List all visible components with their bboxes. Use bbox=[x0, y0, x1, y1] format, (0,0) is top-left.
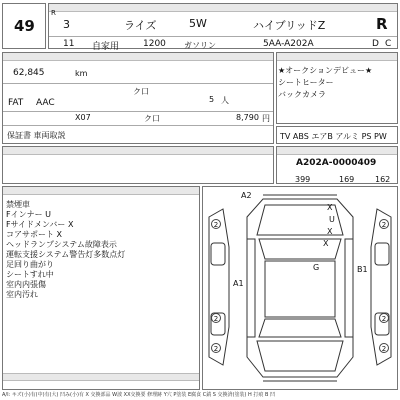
chassis-number: A202A-0000409 bbox=[296, 158, 377, 168]
circle-mark: 2 bbox=[379, 343, 389, 353]
spec-box bbox=[2, 52, 274, 144]
dim-length: 399 bbox=[295, 175, 311, 184]
footer-legend: A/I: キズ(小)有(中)有(大) 凹み(小)有 X 交換部品 W波 XX交換要 修理跡 Y穴 P塗装 E腐食 C錆 S 交換済(塗装) H 打痕 B 凹 bbox=[2, 392, 275, 398]
aircon: AAC bbox=[36, 98, 55, 108]
chassis-box bbox=[276, 146, 398, 184]
note-item: Fインナー U bbox=[6, 210, 51, 219]
door-unit: 人 bbox=[221, 96, 229, 105]
note-item: 禁煙車 bbox=[6, 200, 30, 209]
header-divider bbox=[49, 36, 397, 37]
equipment-list: TV ABS エアB アルミ PS PW bbox=[280, 132, 387, 141]
spec-divider-2 bbox=[3, 111, 273, 112]
note-item: Fサイドメンバー X bbox=[6, 220, 74, 229]
note-item: ヘッドランプシステム故障表示 bbox=[6, 240, 117, 249]
mark-a1: A1 bbox=[233, 279, 244, 288]
circle-mark: 2 bbox=[379, 313, 389, 323]
displacement-code: 5W bbox=[189, 17, 207, 30]
spec-divider-3 bbox=[3, 125, 273, 126]
model-code: 5AA-A202A bbox=[263, 39, 314, 49]
model-year: 3 bbox=[63, 18, 70, 31]
note-item: 室内内張傷 bbox=[6, 280, 46, 289]
damage-diagram-box bbox=[202, 186, 398, 390]
recycle-unit: 円 bbox=[262, 114, 270, 123]
note-item: 足回り曲がり bbox=[6, 260, 54, 269]
mileage: 62,845 bbox=[13, 68, 45, 78]
note-item: 運転支援システム警告灯多数点灯 bbox=[6, 250, 126, 259]
mark-g: G bbox=[313, 263, 320, 272]
spec-header-bar bbox=[3, 53, 273, 61]
sales-points-box bbox=[276, 52, 398, 124]
mark-b1: B1 bbox=[357, 265, 368, 274]
dim-width: 169 bbox=[339, 175, 355, 184]
grade: ハイブリッドZ bbox=[253, 19, 326, 32]
inspector-notes-header bbox=[3, 187, 199, 195]
recycle-fee: 8,790 bbox=[236, 113, 259, 122]
mileage-unit: km bbox=[75, 69, 88, 78]
mark-x-1: X bbox=[327, 227, 333, 236]
inspector-sign-bar bbox=[3, 373, 199, 381]
vehicle-header-box bbox=[48, 3, 398, 52]
engine-cc: 1200 bbox=[143, 39, 166, 49]
mark-u: U bbox=[329, 215, 335, 224]
note-item: コアサポート X bbox=[6, 230, 63, 239]
lot-number: 49 bbox=[14, 17, 35, 35]
sales-point-2: シートヒーター bbox=[278, 78, 334, 87]
color-code: X07 bbox=[75, 113, 91, 122]
extra-notes-header bbox=[3, 147, 273, 155]
chassis-header bbox=[277, 147, 397, 155]
dim-height: 162 bbox=[375, 175, 391, 184]
usage: 自家用 bbox=[92, 42, 120, 52]
reg-prefix: R bbox=[51, 9, 56, 17]
sales-point-1: ★オークションデビュー★ bbox=[278, 66, 373, 75]
exterior-grade: C bbox=[385, 39, 392, 49]
note-item: 室内汚れ bbox=[6, 290, 38, 299]
model-name: ライズ bbox=[124, 19, 157, 32]
score: R bbox=[376, 15, 388, 33]
color: ク口 bbox=[133, 87, 149, 96]
spec-divider-1 bbox=[3, 83, 273, 84]
vehicle-header-bar bbox=[49, 4, 397, 12]
circle-mark: 2 bbox=[211, 219, 221, 229]
circle-mark: 2 bbox=[379, 219, 389, 229]
color-sub: ク口 bbox=[144, 114, 160, 123]
inspector-notes-box bbox=[2, 186, 200, 390]
doors: 5 bbox=[209, 95, 215, 104]
interior-grade: D bbox=[372, 39, 379, 49]
extra-notes-box bbox=[2, 146, 274, 184]
circle-mark: 2 bbox=[211, 313, 221, 323]
inspection-note: 保証書 車両取説 bbox=[7, 131, 66, 140]
transmission: FAT bbox=[8, 98, 24, 108]
sales-point-3: バックカメラ bbox=[278, 90, 326, 99]
sales-points-header bbox=[277, 53, 397, 61]
note-item: シートすれ中 bbox=[6, 270, 54, 279]
fuel: ガソリン bbox=[184, 41, 216, 50]
mark-x-top: X bbox=[327, 203, 333, 212]
equipment-box bbox=[276, 126, 398, 144]
car-diagram bbox=[203, 187, 397, 389]
mark-x-2: X bbox=[323, 239, 329, 248]
year-unit: 11 bbox=[63, 39, 75, 49]
mark-a2-top: A2 bbox=[241, 191, 252, 200]
circle-mark: 2 bbox=[211, 343, 221, 353]
lot-box bbox=[2, 3, 46, 49]
